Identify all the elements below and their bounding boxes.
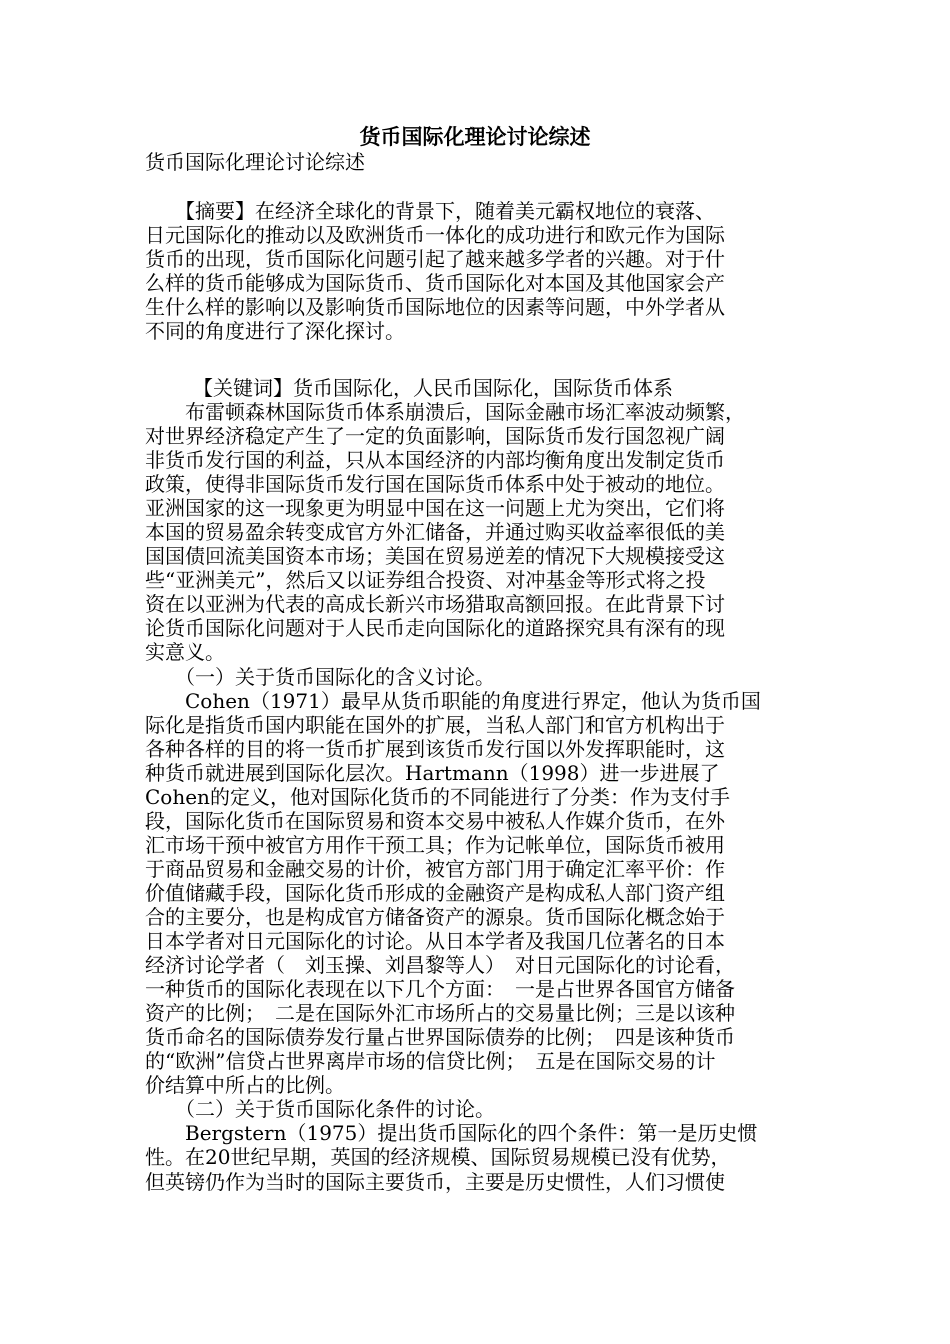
body-line: 实意义。 [145, 640, 225, 665]
body-line: 价值储藏手段，国际化货币形成的金融资产是构成私人部门资产组 [145, 880, 725, 905]
document-title: 货币国际化理论讨论综述 [359, 124, 591, 149]
body-line: Cohen（1971）最早从货币职能的角度进行界定，他认为货币国 [145, 688, 761, 713]
body-line: 货币命名的国际债券发行量占世界国际债券的比例； 四是该种货币 [145, 1025, 735, 1050]
body-line: 的“欧洲”信贷占世界离岸市场的信贷比例； 五是在国际交易的计 [145, 1049, 716, 1074]
body-line: 一种货币的国际化表现在以下几个方面： 一是占世界各国官方储备 [145, 977, 735, 1002]
body-line: Cohen的定义，他对国际化货币的不同能进行了分类：作为支付手 [145, 784, 730, 809]
body-line: 布雷顿森林国际货币体系崩溃后，国际金融市场汇率波动频繁， [145, 400, 745, 424]
abstract-line: 货币的出现，货币国际化问题引起了越来越多学者的兴趣。对于什 [145, 247, 725, 272]
body-line: 性。在20世纪早期，英国的经济规模、国际贸易规模已没有优势， [145, 1145, 731, 1170]
body-line: 论货币国际化问题对于人民币走向国际化的道路探究具有深有的现 [145, 616, 725, 641]
abstract-line: 日元国际化的推动以及欧洲货币一体化的成功进行和欧元作为国际 [145, 223, 725, 248]
body-line: 种货币就进展到国际化层次。Hartmann（1998）进一步进展了 [145, 760, 720, 785]
abstract-line: 么样的货币能够成为国际货币、货币国际化对本国及其他国家会产 [145, 271, 725, 296]
body-line: （二）关于货币国际化条件的讨论。 [145, 1097, 495, 1122]
body-line: 政策，使得非国际货币发行国在国际货币体系中处于被动的地位。 [145, 472, 725, 497]
body-line: 但英镑仍作为当时的国际主要货币，主要是历史惯性，人们习惯使 [145, 1169, 725, 1194]
body-line: Bergstern（1975）提出货币国际化的四个条件：第一是历史惯 [145, 1121, 758, 1146]
body-line: 资产的比例； 二是在国际外汇市场所占的交易量比例；三是以该种 [145, 1001, 735, 1026]
body-line: 各种各样的目的将一货币扩展到该货币发行国以外发挥职能时，这 [145, 736, 725, 761]
body-text [145, 400, 810, 1194]
abstract-line: 生什么样的影响以及影响货币国际地位的因素等问题，中外学者从 [145, 295, 725, 320]
body-line: 亚洲国家的这一现象更为明显中国在这一问题上尤为突出，它们将 [145, 496, 725, 521]
body-line: 资在以亚洲为代表的高成长新兴市场猎取高额回报。在此背景下讨 [145, 592, 725, 617]
body-line: 汇市场干预中被官方用作干预工具；作为记帐单位，国际货币被用 [145, 832, 725, 857]
body-line: 本国的贸易盈余转变成官方外汇储备，并通过购买收益率很低的美 [145, 520, 725, 545]
document-subtitle: 货币国际化理论讨论综述 [145, 150, 365, 174]
body-line: 些“亚洲美元”，然后又以证券组合投资、对冲基金等形式将之投 [145, 568, 706, 593]
body-line: 非货币发行国的利益，只从本国经济的内部均衡角度出发制定货币 [145, 448, 725, 473]
body-line: 对世界经济稳定产生了一定的负面影响，国际货币发行国忽视广阔 [145, 424, 725, 449]
body-line: 国国债回流美国资本市场；美国在贸易逆差的情况下大规模接受这 [145, 544, 725, 569]
body-line: 合的主要分，也是构成官方储备资产的源泉。货币国际化概念始于 [145, 904, 725, 929]
body-line: 际化是指货币国内职能在国外的扩展，当私人部门和官方机构出于 [145, 712, 725, 737]
body-line: 于商品贸易和金融交易的计价，被官方部门用于确定汇率平价：作 [145, 856, 725, 881]
body-line: 价结算中所占的比例。 [145, 1073, 345, 1098]
body-line: （一）关于货币国际化的含义讨论。 [145, 664, 495, 689]
abstract-line: 【摘要】在经济全球化的背景下，随着美元霸权地位的衰落、 [145, 199, 715, 223]
body-line: 经济讨论学者（ 刘玉操、刘昌黎等人） 对日元国际化的讨论看， [145, 953, 735, 978]
body-line: 日本学者对日元国际化的讨论。从日本学者及我国几位著名的日本 [145, 929, 725, 954]
abstract-line: 不同的角度进行了深化探讨。 [145, 319, 405, 344]
abstract-paragraph [145, 199, 810, 343]
keywords-line: 【关键词】货币国际化，人民币国际化，国际货币体系 [193, 376, 673, 400]
body-line: 段，国际化货币在国际贸易和资本交易中被私人作媒介货币，在外 [145, 808, 725, 833]
